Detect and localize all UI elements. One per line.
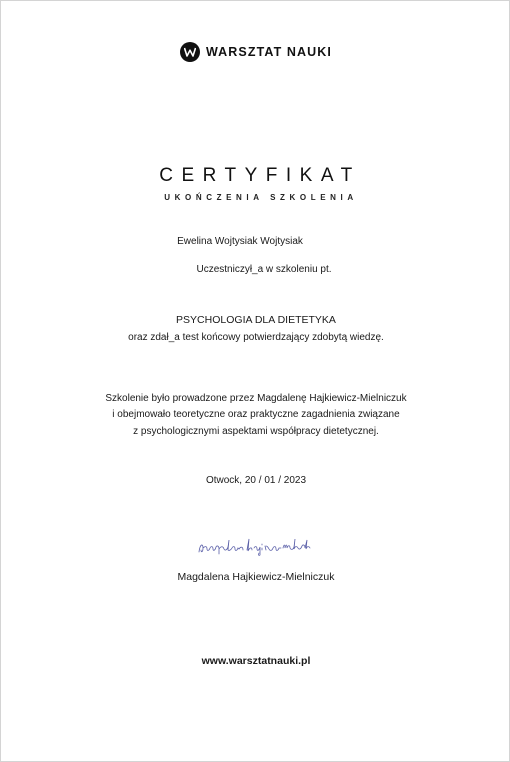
description-line: i obejmowało teoretyczne oraz praktyczne zagadnienia związane bbox=[112, 409, 400, 420]
logo-mark-icon bbox=[180, 42, 200, 62]
participation-statement: Uczestniczył_a w szkoleniu pt. bbox=[196, 264, 332, 275]
description-line: Szkolenie było prowadzone przez Magdalenę Hajkiewicz-Mielniczuk bbox=[105, 393, 407, 404]
issue-date: Otwock, 20 / 01 / 2023 bbox=[205, 475, 307, 486]
signer-name: Magdalena Hajkiewicz-Mielniczuk bbox=[177, 571, 335, 583]
logo-w-glyph bbox=[184, 47, 196, 57]
course-title: PSYCHOLOGIA DLA DIETETYKA bbox=[176, 314, 336, 326]
brand-name: WARSZTAT NAUKI bbox=[205, 45, 333, 59]
website-link[interactable]: www.warsztatnauki.pl bbox=[201, 655, 311, 667]
recipient-name: Ewelina Wojtysiak Wojtysiak bbox=[177, 236, 303, 247]
brand-logo bbox=[1, 42, 510, 62]
certificate-title: CERTYFIKAT bbox=[159, 165, 361, 186]
test-statement: oraz zdał_a test końcowy potwierdzający zdobytą wiedzę. bbox=[128, 332, 384, 343]
certificate-subtitle: UKOŃCZENIA SZKOLENIA bbox=[164, 193, 358, 202]
description-line: z psychologicznymi aspektami współpracy dietetycznej. bbox=[133, 426, 379, 437]
handwritten-signature bbox=[197, 534, 313, 560]
